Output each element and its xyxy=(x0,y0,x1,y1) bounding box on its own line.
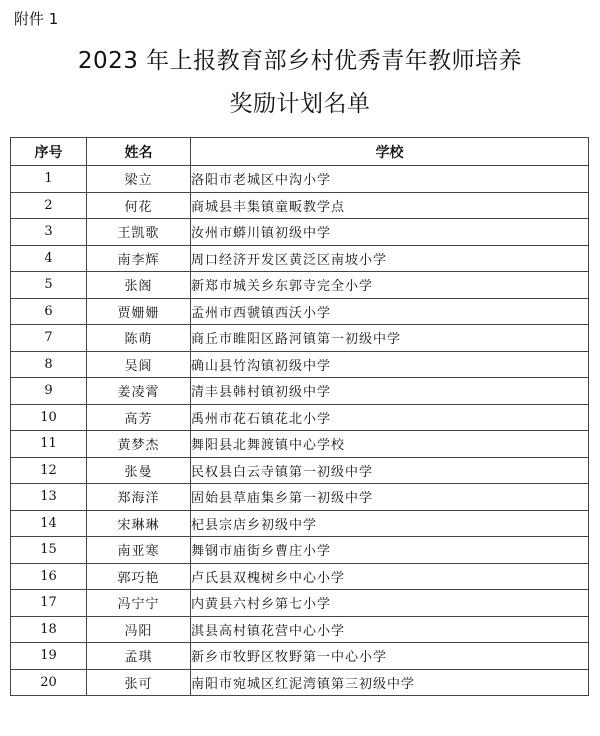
cell-number: 5 xyxy=(11,272,87,299)
cell-number: 20 xyxy=(11,669,87,696)
cell-number: 9 xyxy=(11,378,87,405)
cell-number: 10 xyxy=(11,404,87,431)
cell-name: 张阁 xyxy=(87,272,191,299)
cell-name: 贾姗姗 xyxy=(87,298,191,325)
cell-number: 15 xyxy=(11,537,87,564)
cell-name: 孟琪 xyxy=(87,643,191,670)
cell-school: 杞县宗店乡初级中学 xyxy=(191,510,589,537)
cell-name: 冯宁宁 xyxy=(87,590,191,617)
cell-school: 周口经济开发区黄泛区南坡小学 xyxy=(191,245,589,272)
cell-school: 洛阳市老城区中沟小学 xyxy=(191,166,589,193)
cell-number: 4 xyxy=(11,245,87,272)
cell-name: 吴阆 xyxy=(87,351,191,378)
cell-school: 内黄县六村乡第七小学 xyxy=(191,590,589,617)
cell-number: 3 xyxy=(11,219,87,246)
table-row xyxy=(11,378,589,405)
attachment-label: 附件 1 xyxy=(14,10,59,28)
cell-name: 张可 xyxy=(87,669,191,696)
table-row xyxy=(11,457,589,484)
cell-name: 冯阳 xyxy=(87,616,191,643)
table-row xyxy=(11,272,589,299)
cell-number: 8 xyxy=(11,351,87,378)
table-row xyxy=(11,537,589,564)
cell-school: 民权县白云寺镇第一初级中学 xyxy=(191,457,589,484)
table-row xyxy=(11,590,589,617)
cell-name: 姜凌霄 xyxy=(87,378,191,405)
table-body xyxy=(11,166,589,696)
cell-number: 17 xyxy=(11,590,87,617)
cell-name: 郑海洋 xyxy=(87,484,191,511)
cell-number: 13 xyxy=(11,484,87,511)
table-row xyxy=(11,616,589,643)
column-header-number: 序号 xyxy=(11,138,87,166)
cell-number: 18 xyxy=(11,616,87,643)
cell-school: 南阳市宛城区红泥湾镇第三初级中学 xyxy=(191,669,589,696)
table-header-row xyxy=(11,138,589,166)
cell-school: 卢氏县双槐树乡中心小学 xyxy=(191,563,589,590)
table-row xyxy=(11,431,589,458)
cell-number: 12 xyxy=(11,457,87,484)
table-row xyxy=(11,325,589,352)
table-row xyxy=(11,219,589,246)
cell-school: 禹州市花石镇花北小学 xyxy=(191,404,589,431)
cell-school: 清丰县韩村镇初级中学 xyxy=(191,378,589,405)
cell-name: 黄梦杰 xyxy=(87,431,191,458)
cell-school: 商丘市睢阳区路河镇第一初级中学 xyxy=(191,325,589,352)
cell-number: 6 xyxy=(11,298,87,325)
table-row xyxy=(11,166,589,193)
cell-school: 商城县丰集镇童畈教学点 xyxy=(191,192,589,219)
cell-name: 宋琳琳 xyxy=(87,510,191,537)
cell-school: 舞阳县北舞渡镇中心学校 xyxy=(191,431,589,458)
cell-number: 2 xyxy=(11,192,87,219)
column-header-name: 姓名 xyxy=(87,138,191,166)
cell-name: 王凯歌 xyxy=(87,219,191,246)
cell-number: 7 xyxy=(11,325,87,352)
table-row xyxy=(11,510,589,537)
cell-name: 高芳 xyxy=(87,404,191,431)
cell-number: 1 xyxy=(11,166,87,193)
cell-name: 梁立 xyxy=(87,166,191,193)
cell-school: 确山县竹沟镇初级中学 xyxy=(191,351,589,378)
cell-school: 孟州市西虢镇西沃小学 xyxy=(191,298,589,325)
table-row xyxy=(11,404,589,431)
cell-name: 何花 xyxy=(87,192,191,219)
cell-name: 张曼 xyxy=(87,457,191,484)
cell-school: 汝州市蟒川镇初级中学 xyxy=(191,219,589,246)
table-row xyxy=(11,192,589,219)
table-row xyxy=(11,298,589,325)
column-header-school: 学校 xyxy=(191,138,589,166)
teacher-roster-table xyxy=(10,137,589,696)
document-title: 2023 年上报教育部乡村优秀青年教师培养 xyxy=(77,48,523,74)
cell-school: 舞钢市庙街乡曹庄小学 xyxy=(191,537,589,564)
cell-name: 郭巧艳 xyxy=(87,563,191,590)
cell-school: 固始县草庙集乡第一初级中学 xyxy=(191,484,589,511)
table-row xyxy=(11,484,589,511)
document-subtitle: 奖励计划名单 xyxy=(229,91,371,117)
cell-name: 南亚寒 xyxy=(87,537,191,564)
cell-name: 南李辉 xyxy=(87,245,191,272)
table-row xyxy=(11,351,589,378)
cell-school: 新郑市城关乡东郭寺完全小学 xyxy=(191,272,589,299)
cell-number: 14 xyxy=(11,510,87,537)
table-row xyxy=(11,563,589,590)
cell-school: 新乡市牧野区牧野第一中心小学 xyxy=(191,643,589,670)
table-row xyxy=(11,643,589,670)
cell-school: 淇县高村镇花营中心小学 xyxy=(191,616,589,643)
cell-number: 16 xyxy=(11,563,87,590)
cell-number: 19 xyxy=(11,643,87,670)
cell-number: 11 xyxy=(11,431,87,458)
cell-name: 陈萌 xyxy=(87,325,191,352)
table-row xyxy=(11,669,589,696)
table-row xyxy=(11,245,589,272)
